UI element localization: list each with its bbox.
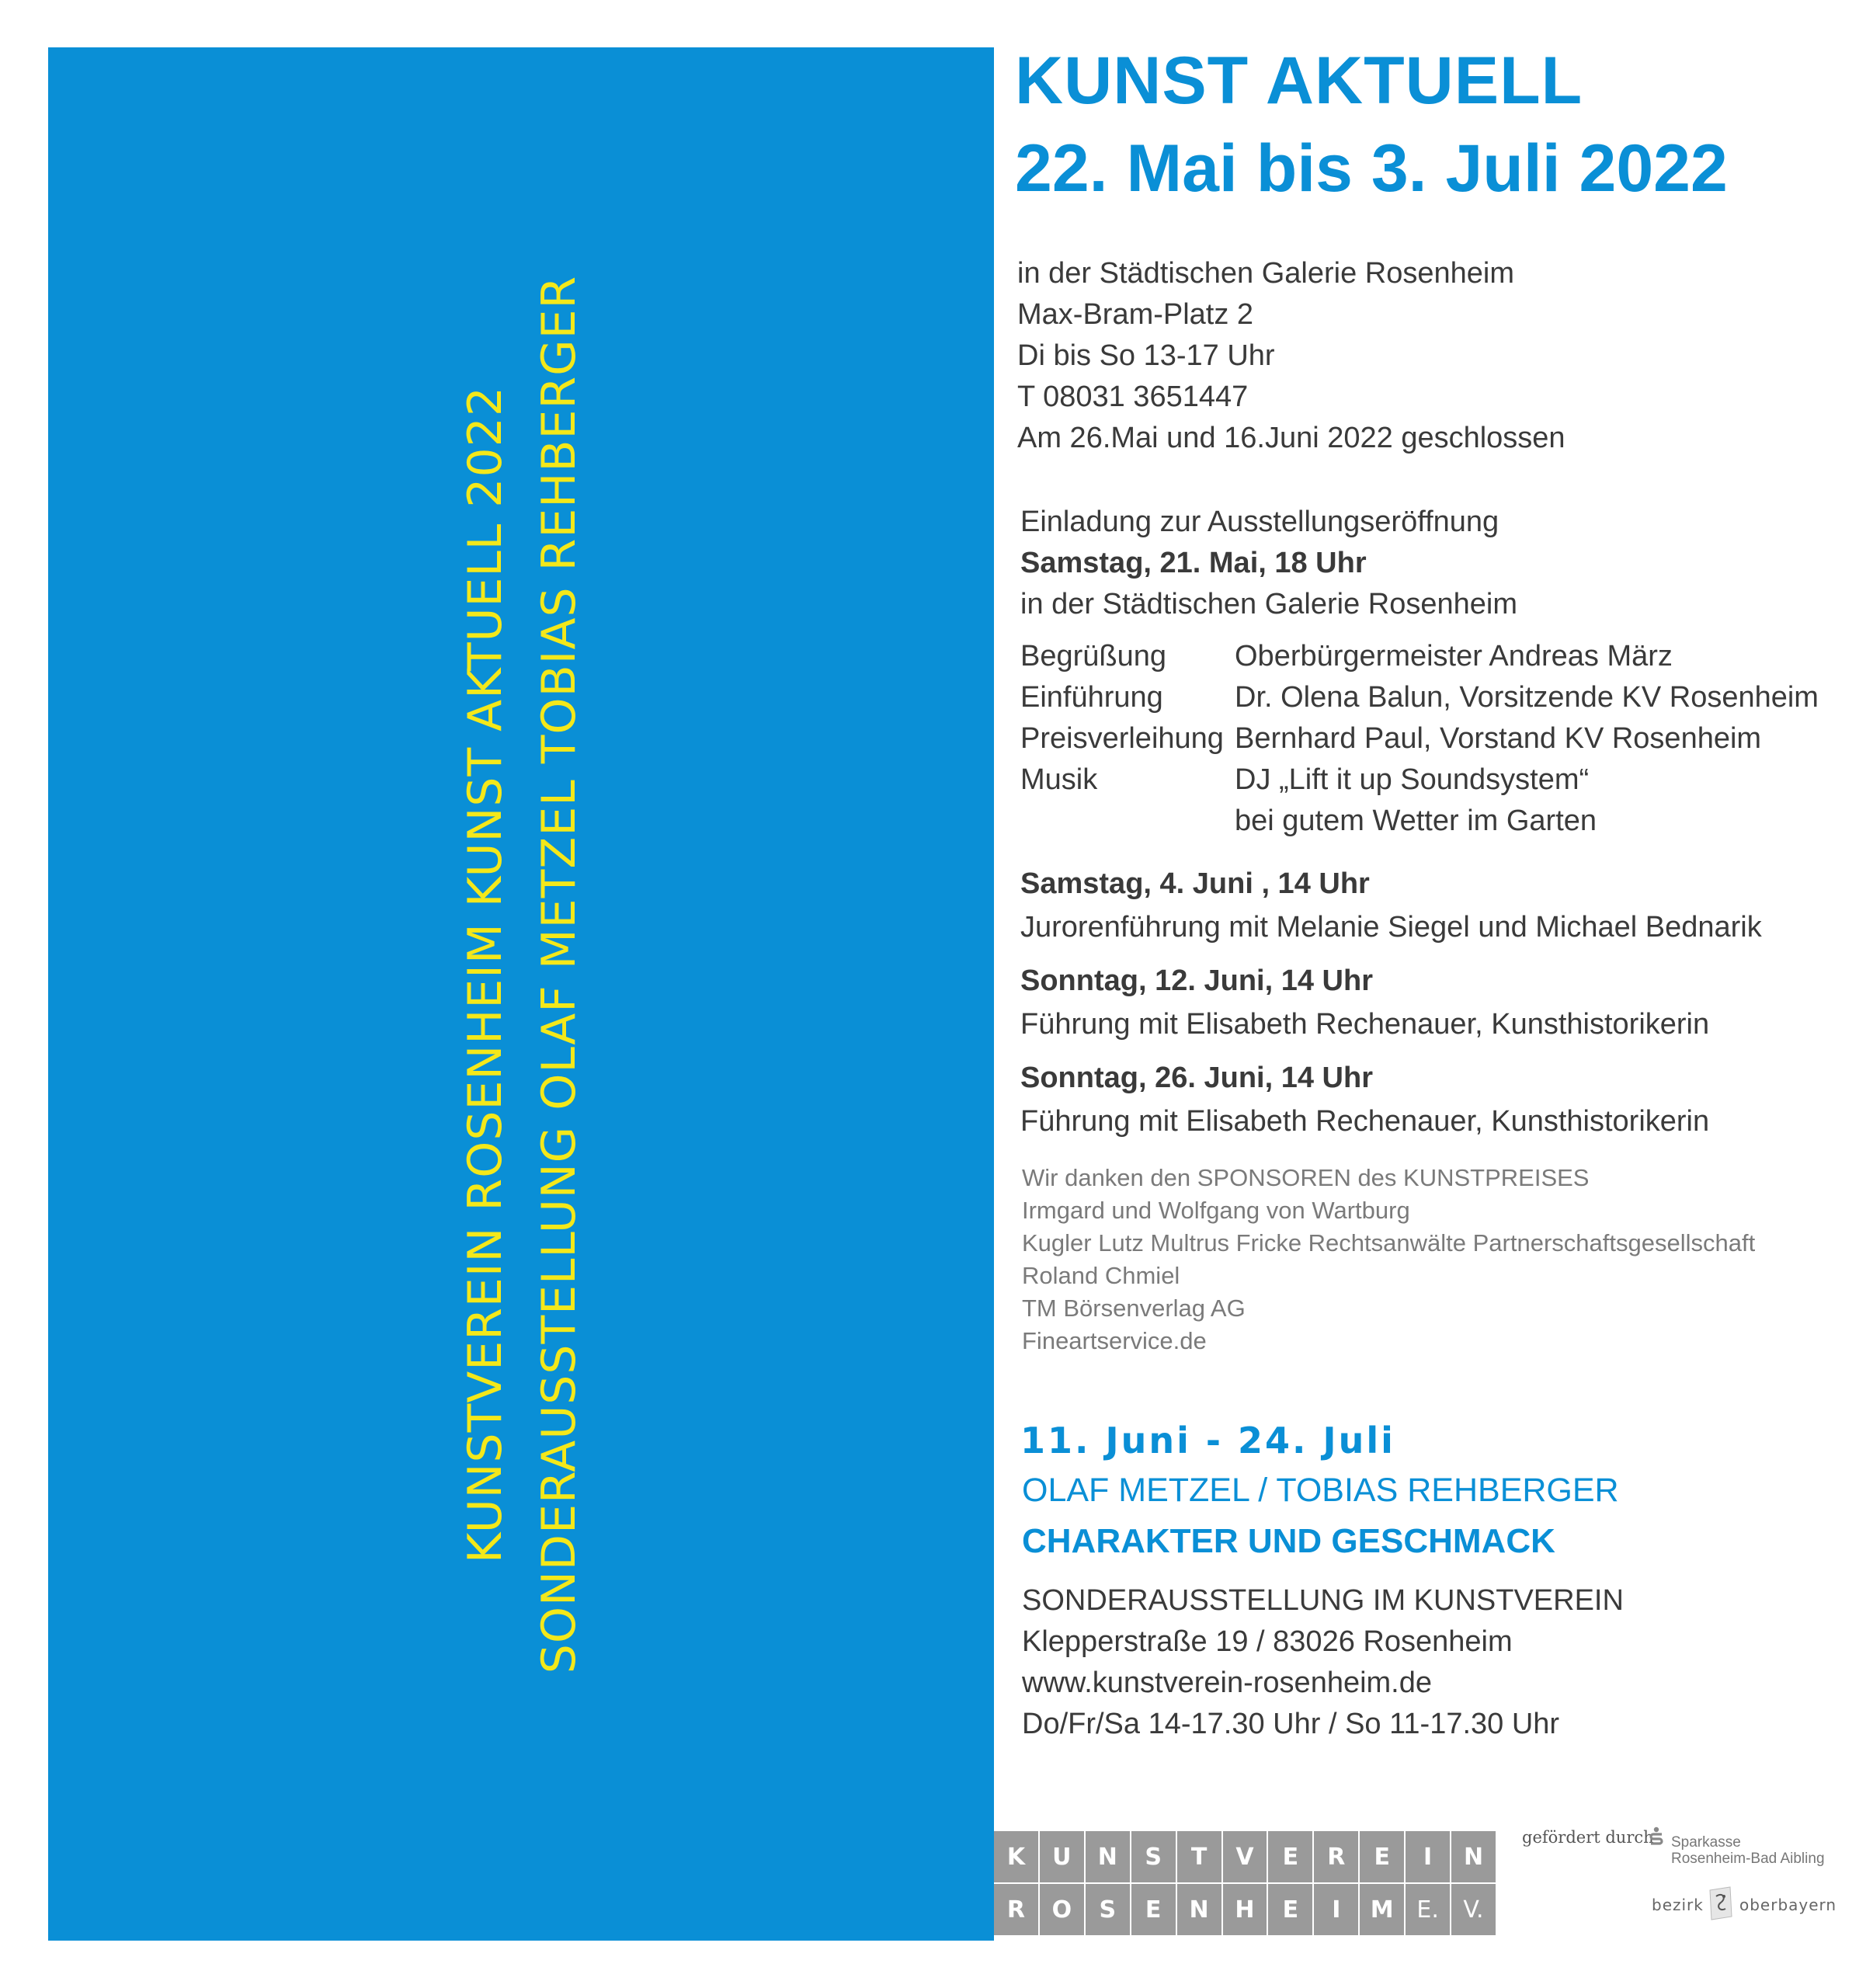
logo-letter: E bbox=[1268, 1831, 1314, 1884]
event-desc: Jurorenführung mit Melanie Siegel und Michael Bednarik bbox=[1020, 911, 1762, 944]
event-date: Samstag, 4. Juni , 14 Uhr bbox=[1020, 867, 1370, 900]
venue-line: T 08031 3651447 bbox=[1017, 381, 1249, 413]
special-title: CHARAKTER UND GESCHMACK bbox=[1022, 1522, 1555, 1560]
opening-program bbox=[1020, 636, 1819, 842]
logo-letter: I bbox=[1406, 1831, 1451, 1884]
logo-letter: S bbox=[1086, 1884, 1131, 1937]
sponsors-intro: Wir danken den SPONSOREN des KUNSTPREISES bbox=[1022, 1164, 1590, 1191]
venue-line: in der Städtischen Galerie Rosenheim bbox=[1017, 257, 1515, 290]
special-line: Klepperstraße 19 / 83026 Rosenheim bbox=[1022, 1625, 1513, 1658]
sponsor-name: Roland Chmiel bbox=[1022, 1262, 1180, 1289]
event-1 bbox=[1020, 862, 1762, 949]
program-label: Musik bbox=[1020, 763, 1098, 796]
special-artists: OLAF METZEL / TOBIAS REHBERGER bbox=[1022, 1472, 1619, 1509]
opening-intro: Einladung zur Ausstellungseröffnung bbox=[1020, 506, 1499, 538]
logo-letter: M bbox=[1360, 1884, 1406, 1937]
venue-line: Am 26.Mai und 16.Juni 2022 geschlossen bbox=[1017, 422, 1565, 454]
event-3 bbox=[1020, 1056, 1709, 1143]
program-label: Begrüßung bbox=[1020, 640, 1167, 673]
sparkasse-line-1: Sparkasse bbox=[1671, 1834, 1741, 1851]
program-label bbox=[1020, 801, 1235, 842]
special-website[interactable]: www.kunstverein-rosenheim.de bbox=[1022, 1667, 1433, 1699]
special-dates: 11. Juni - 24. Juli bbox=[1020, 1420, 1395, 1461]
logo-letter: E. bbox=[1406, 1884, 1451, 1937]
special-line: Do/Fr/Sa 14-17.30 Uhr / So 11-17.30 Uhr bbox=[1022, 1708, 1560, 1740]
logo-letter: N bbox=[1177, 1884, 1223, 1937]
logo-letter: U bbox=[1040, 1831, 1086, 1884]
sponsors bbox=[1022, 1162, 1755, 1357]
opening-place: in der Städtischen Galerie Rosenheim bbox=[1020, 588, 1518, 620]
logo-row bbox=[994, 1831, 1497, 1884]
venue-info bbox=[1017, 253, 1565, 459]
program-value: Dr. Olena Balun, Vorsitzende KV Rosenheim bbox=[1235, 681, 1819, 714]
program-row bbox=[1020, 718, 1819, 759]
program-value: Bernhard Paul, Vorstand KV Rosenheim bbox=[1235, 722, 1762, 755]
program-value: bei gutem Wetter im Garten bbox=[1235, 805, 1597, 837]
event-date: Sonntag, 12. Juni, 14 Uhr bbox=[1020, 964, 1373, 997]
kunstverein-logo bbox=[994, 1831, 1497, 1937]
logo-letter: N bbox=[1086, 1831, 1131, 1884]
sponsor-name: Irmgard und Wolfgang von Wartburg bbox=[1022, 1197, 1410, 1224]
event-desc: Führung mit Elisabeth Rechenauer, Kunsthistorikerin bbox=[1020, 1008, 1710, 1041]
program-row bbox=[1020, 801, 1819, 842]
logo-letter: R bbox=[994, 1884, 1040, 1937]
logo-letter: E bbox=[1268, 1884, 1314, 1937]
funding-label: gefördert durch bbox=[1522, 1828, 1654, 1847]
sparkasse-line-2: Rosenheim-Bad Aibling bbox=[1671, 1851, 1825, 1867]
program-value: Oberbürgermeister Andreas März bbox=[1235, 640, 1673, 673]
event-desc: Führung mit Elisabeth Rechenauer, Kunsthistorikerin bbox=[1020, 1105, 1710, 1138]
logo-letter: T bbox=[1177, 1831, 1223, 1884]
venue-line: Max-Bram-Platz 2 bbox=[1017, 298, 1254, 331]
logo-letter: V bbox=[1223, 1831, 1269, 1884]
sparkasse-icon bbox=[1648, 1826, 1665, 1848]
logo-letter: E bbox=[1131, 1884, 1177, 1937]
sponsor-name: Kugler Lutz Multrus Fricke Rechtsanwälte Partnerschaftsgesellschaft bbox=[1022, 1229, 1756, 1256]
page-title: KUNST AKTUELL bbox=[1015, 43, 1583, 118]
program-value: DJ „Lift it up Soundsystem“ bbox=[1235, 763, 1590, 796]
logo-letter: S bbox=[1131, 1831, 1177, 1884]
special-line: SONDERAUSSTELLUNG IM KUNSTVEREIN bbox=[1022, 1584, 1624, 1617]
exhibition-dates: 22. Mai bis 3. Juli 2022 bbox=[1015, 131, 1728, 206]
program-row bbox=[1020, 636, 1819, 677]
opening-info bbox=[1020, 502, 1517, 625]
program-label: Einführung bbox=[1020, 681, 1163, 714]
bezirk-text: bezirk bbox=[1652, 1896, 1704, 1914]
program-row bbox=[1020, 759, 1819, 801]
logo-letter: I bbox=[1314, 1884, 1360, 1937]
logo-letter: K bbox=[994, 1831, 1040, 1884]
event-date: Sonntag, 26. Juni, 14 Uhr bbox=[1020, 1062, 1373, 1094]
logo-letter: N bbox=[1451, 1831, 1497, 1884]
logo-letter: R bbox=[1314, 1831, 1360, 1884]
program-row bbox=[1020, 677, 1819, 718]
logo-letter: H bbox=[1223, 1884, 1269, 1937]
event-2 bbox=[1020, 959, 1709, 1046]
logo-letter: V. bbox=[1451, 1884, 1497, 1937]
bezirk-emblem-icon bbox=[1707, 1885, 1735, 1921]
logo-row bbox=[994, 1884, 1497, 1937]
special-info bbox=[1022, 1580, 1624, 1745]
logo-letter: O bbox=[1040, 1884, 1086, 1937]
blue-panel bbox=[48, 47, 994, 1941]
oberbayern-text: oberbayern bbox=[1739, 1896, 1837, 1914]
venue-line: Di bis So 13-17 Uhr bbox=[1017, 339, 1275, 372]
program-label: Preisverleihung bbox=[1020, 722, 1224, 755]
sponsor-name: Fineartservice.de bbox=[1022, 1327, 1207, 1354]
vertical-text-1: KUNSTVEREIN ROSENHEIM KUNST AKTUELL 2022 bbox=[458, 385, 513, 1564]
sparkasse-text bbox=[1671, 1834, 1825, 1867]
vertical-text-2: SONDERAUSSTELLUNG OLAF METZEL TOBIAS REHBERGER bbox=[532, 275, 586, 1674]
opening-date: Samstag, 21. Mai, 18 Uhr bbox=[1020, 547, 1367, 579]
sponsor-name: TM Börsenverlag AG bbox=[1022, 1295, 1246, 1322]
logo-letter: E bbox=[1360, 1831, 1406, 1884]
